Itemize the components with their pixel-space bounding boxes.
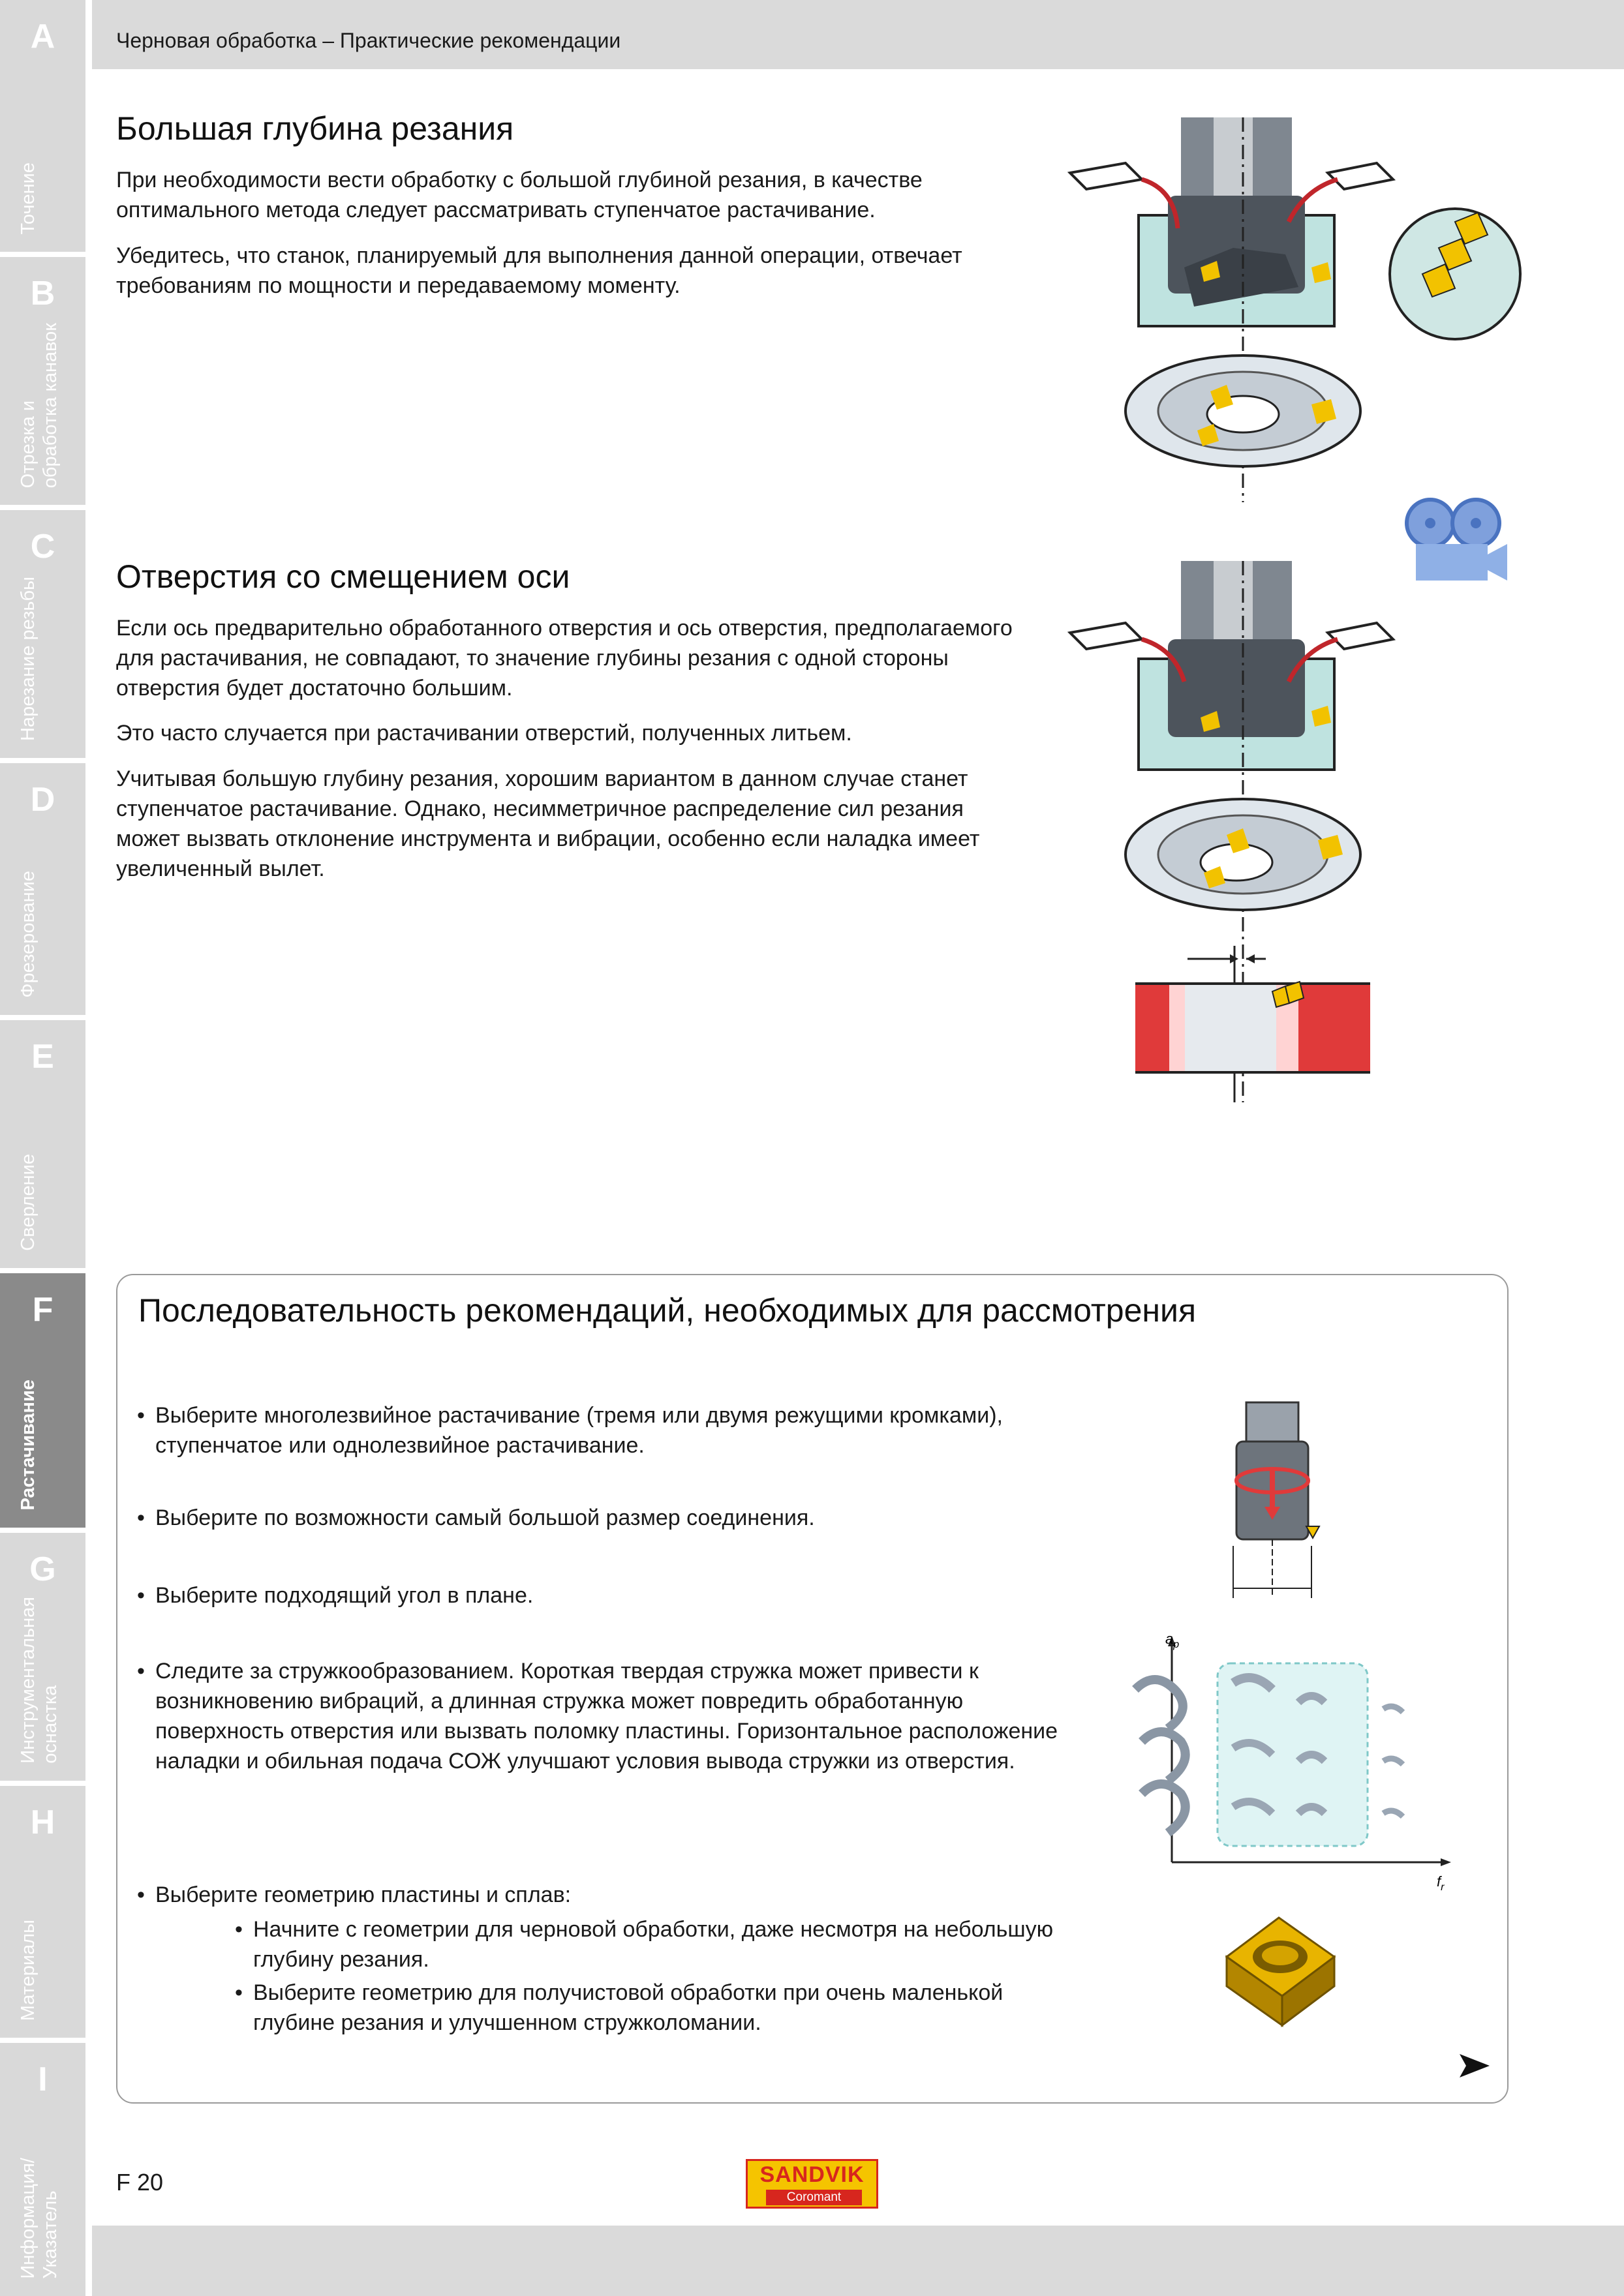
bullet-mark: • bbox=[235, 1980, 243, 2005]
tab-label: Информация/ Указатель bbox=[18, 2158, 61, 2279]
tab-label: Нарезание резьбы bbox=[18, 577, 38, 741]
video-camera-icon[interactable] bbox=[1403, 496, 1507, 584]
paragraph: Если ось предварительно обработанного отверстия и ось отверстия, предполагаемого для растачивания, не совпадают, то значение глубины резания с одной стороны отверстия будет достаточно большим. bbox=[116, 616, 1013, 701]
tab-f[interactable] bbox=[0, 1273, 85, 1528]
tab-i[interactable] bbox=[0, 2043, 85, 2296]
tab-label: Фрезерование bbox=[18, 871, 38, 998]
section-title-large-depth: Большая глубина резания bbox=[116, 110, 514, 147]
tab-letter: F bbox=[32, 1291, 54, 1329]
bullet-text: Выберите многолезвийное растачивание (тремя или двумя режущими кромками), ступенчатое или однолезвийное растачивание. bbox=[155, 1403, 1004, 1458]
tab-label: Точение bbox=[18, 162, 38, 235]
tab-h[interactable] bbox=[0, 1786, 85, 2038]
logo-subtext: Coromant bbox=[766, 2190, 862, 2205]
tab-c[interactable] bbox=[0, 510, 85, 758]
tab-letter: A bbox=[30, 18, 55, 55]
paragraph: Учитывая большую глубину резания, хорошим вариантом в данном случае станет ступенчатое растачивание. Однако, несимметричное распределение сил резания может вызвать отклонение инструмента и вибрации, особенно если наладка имеет увеличенный вылет. bbox=[116, 766, 980, 881]
tab-b[interactable] bbox=[0, 257, 85, 505]
bullet-text: Выберите по возможности самый большой размер соединения. bbox=[155, 1505, 815, 1530]
tab-e[interactable] bbox=[0, 1020, 85, 1268]
logo-text: SANDVIK bbox=[759, 2162, 865, 2187]
bullet-text: Выберите геометрию для получистовой обработки при очень маленькой глубине резания и улучшенном стружколомании. bbox=[253, 1980, 1004, 2035]
tab-letter: E bbox=[31, 1038, 54, 1076]
sub-list-item bbox=[235, 1914, 1083, 1974]
bullet-text: Выберите подходящий угол в плане. bbox=[155, 1583, 534, 1608]
list-item bbox=[137, 1580, 1090, 1610]
bullet-mark: • bbox=[137, 1403, 145, 1428]
bullet-mark: • bbox=[137, 1659, 145, 1684]
paragraph: При необходимости вести обработку с большой глубиной резания, в качестве оптимального метода следует рассматривать ступенчатое растачивание. bbox=[116, 168, 923, 222]
tab-label: Сверление bbox=[18, 1154, 38, 1251]
tab-d[interactable] bbox=[0, 763, 85, 1015]
list-item bbox=[137, 1503, 1090, 1533]
list-item bbox=[137, 1400, 1090, 1460]
sub-list-item bbox=[235, 1978, 1083, 2038]
tab-g[interactable] bbox=[0, 1533, 85, 1781]
recommendations-title: Последовательность рекомендаций, необходимых для рассмотрения bbox=[138, 1292, 1197, 1329]
section-title-offset-axis: Отверстия со смещением оси bbox=[116, 558, 570, 595]
list-item bbox=[137, 1880, 1090, 1910]
paragraph: Убедитесь, что станок, планируемый для выполнения данной операции, отвечает требованиям по мощности и передаваемому моменту. bbox=[116, 243, 962, 298]
tab-letter: D bbox=[30, 781, 55, 819]
next-page-arrow-icon[interactable] bbox=[1460, 2053, 1490, 2079]
bullet-text: Следите за стружкообразованием. Короткая твердая стружка может привести к возникновению вибраций, а длинная стружка может повредить обработанную поверхность отверстия или вызвать поломку пластины. Горизонтальное расположение наладки и обильная подача СОЖ улучшают условия вывода стружки из отверстия. bbox=[155, 1659, 1058, 1774]
bullet-mark: • bbox=[137, 1583, 145, 1608]
bullet-mark: • bbox=[137, 1882, 145, 1907]
bullet-text: Выберите геометрию пластины и сплав: bbox=[155, 1882, 572, 1907]
x-axis-label: $f_r$ bbox=[1437, 1873, 1445, 1893]
y-axis-label: $a_p$ bbox=[1165, 1631, 1180, 1650]
tab-label: Материалы bbox=[18, 1919, 38, 2021]
sandvik-logo bbox=[746, 2159, 878, 2209]
tab-label: Отрезка и обработка канавок bbox=[18, 322, 61, 488]
tab-label: Растачивание bbox=[18, 1380, 38, 1511]
bullet-mark: • bbox=[137, 1505, 145, 1530]
boring-head-illustration bbox=[1207, 1396, 1338, 1605]
offset-axis-illustration bbox=[1064, 561, 1390, 1102]
tab-letter: B bbox=[30, 275, 55, 312]
tab-label: Инструментальная оснастка bbox=[18, 1597, 61, 1764]
chip-form-chart bbox=[1129, 1631, 1455, 1893]
insert-illustration bbox=[1214, 1911, 1344, 2035]
footer-band bbox=[92, 2226, 1624, 2296]
section-tabs bbox=[0, 0, 85, 2296]
tab-letter: I bbox=[38, 2061, 48, 2098]
bullet-text: Начните с геометрии для черновой обработки, даже несмотря на небольшую глубину резания. bbox=[253, 1917, 1054, 1972]
list-item bbox=[137, 1656, 1090, 1776]
tab-letter: G bbox=[29, 1550, 56, 1588]
page-header-title: Черновая обработка – Практические рекомендации bbox=[116, 29, 621, 52]
tab-letter: H bbox=[30, 1804, 55, 1841]
step-boring-illustration bbox=[1064, 117, 1514, 502]
tab-letter: C bbox=[30, 528, 55, 566]
paragraph: Это часто случается при растачивании отверстий, полученных литьем. bbox=[116, 721, 852, 746]
bullet-mark: • bbox=[235, 1917, 243, 1942]
page-number: F 20 bbox=[116, 2169, 164, 2196]
tab-a[interactable] bbox=[0, 0, 85, 252]
